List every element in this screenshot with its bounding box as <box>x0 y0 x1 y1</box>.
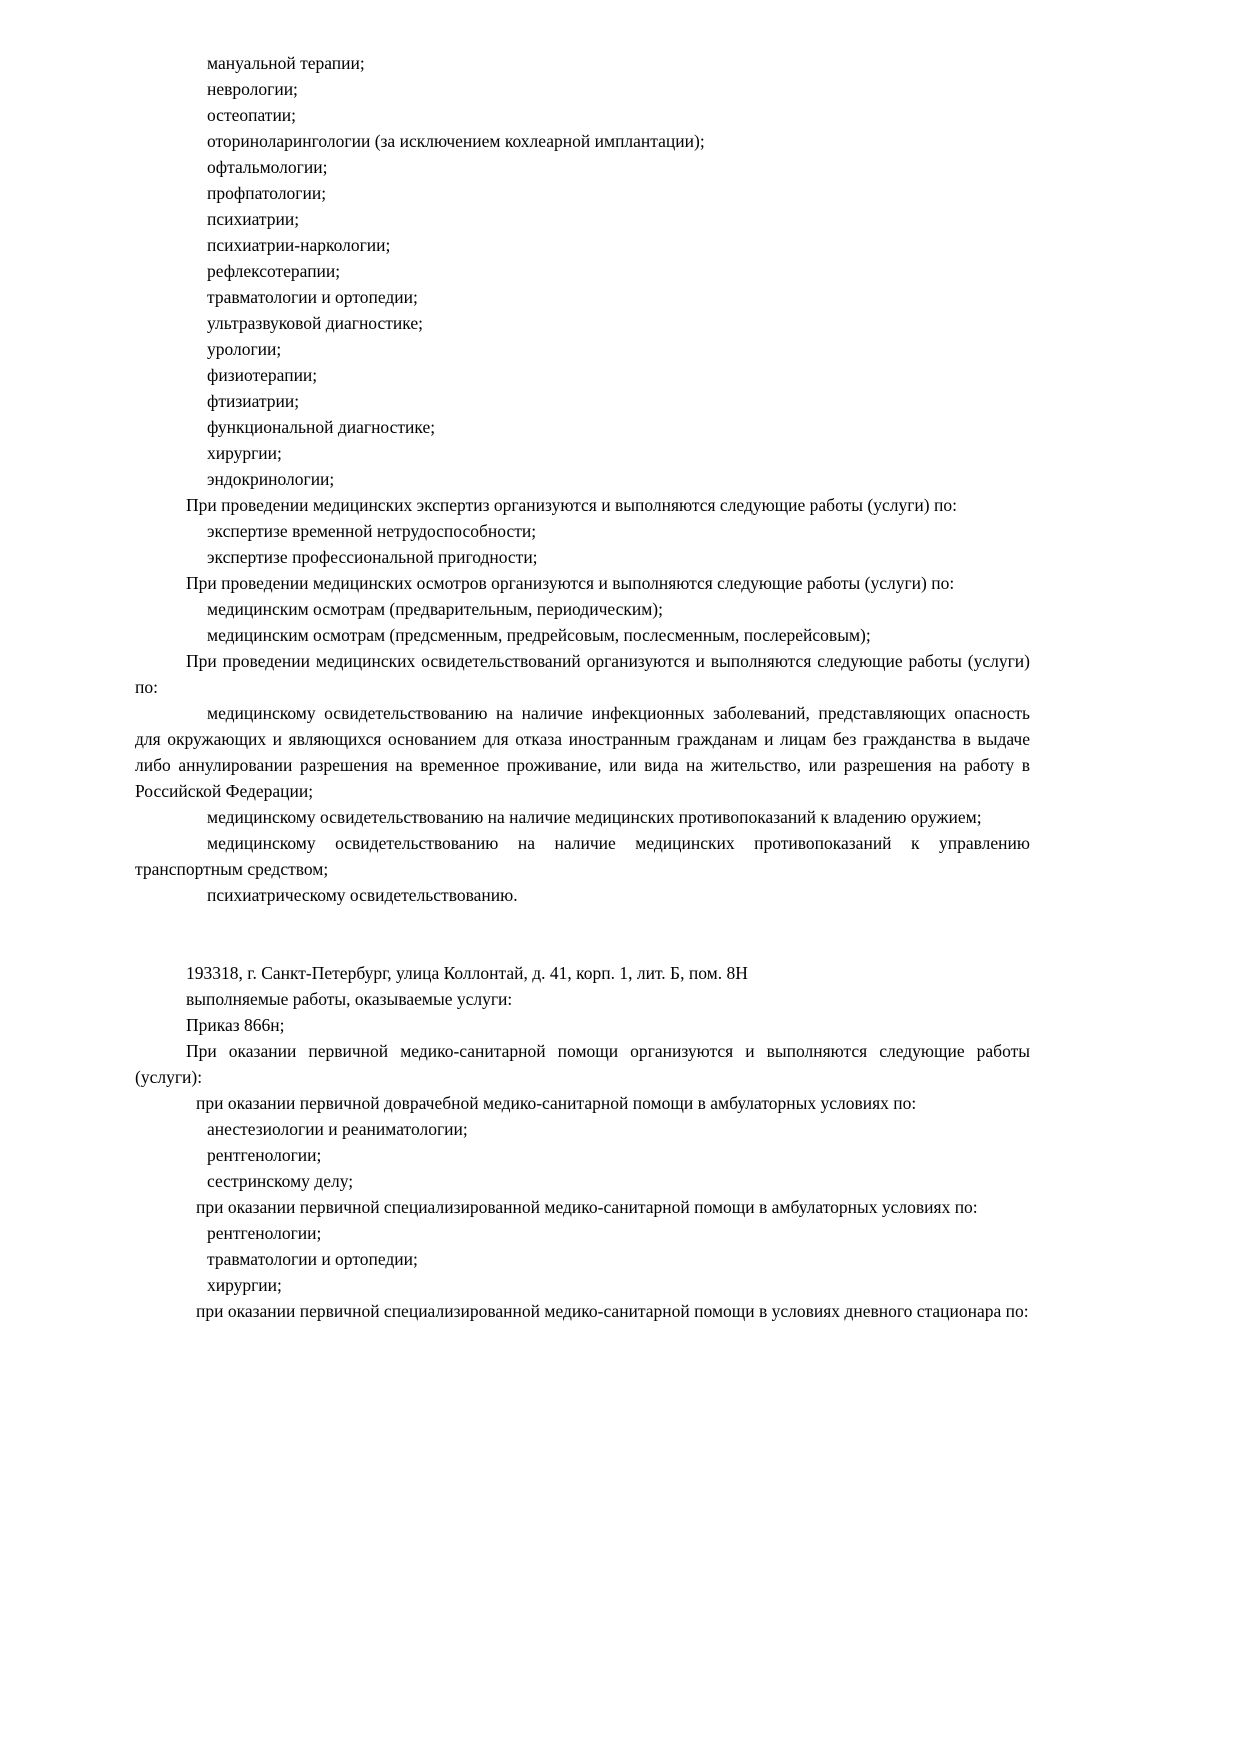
text-line: травматологии и ортопедии; <box>207 287 418 307</box>
text-line: При оказании первичной медико-санитарной помощи организуются и выполняются следующие работы (услуги): <box>135 1041 1030 1087</box>
text-line: при оказании первичной специализированной медико-санитарной помощи в условиях дневного стационара по: <box>196 1301 1029 1321</box>
text-line: рентгенологии; <box>207 1223 322 1243</box>
text-line: при оказании первичной специализированной медико-санитарной помощи в амбулаторных условиях по: <box>196 1197 978 1217</box>
text-line: медицинским осмотрам (предсменным, предрейсовым, послесменным, послерейсовым); <box>207 625 871 645</box>
text-line: медицинскому освидетельствованию на наличие медицинских противопоказаний к управлению транспортным средством; <box>135 833 1030 879</box>
blank-line <box>135 934 1030 960</box>
text-line: остеопатии; <box>207 105 297 125</box>
text-line: сестринскому делу; <box>207 1171 354 1191</box>
text-line: хирургии; <box>207 1275 282 1295</box>
text-line: 193318, г. Санкт-Петербург, улица Коллонтай, д. 41, корп. 1, лит. Б, пом. 8Н <box>186 963 748 983</box>
text-line: рефлексотерапии; <box>207 261 341 281</box>
text-line: функциональной диагностике; <box>207 417 436 437</box>
text-line: оториноларингологии (за исключением кохлеарной имплантации); <box>207 131 705 151</box>
text-line: Приказ 866н; <box>186 1015 285 1035</box>
text-line: при оказании первичной доврачебной медико-санитарной помощи в амбулаторных условиях по: <box>196 1093 917 1113</box>
text-line: мануальной терапии; <box>207 53 365 73</box>
text-line: При проведении медицинских осмотров организуются и выполняются следующие работы (услуги) по: <box>186 573 955 593</box>
text-line: медицинским осмотрам (предварительным, периодическим); <box>207 599 663 619</box>
text-line: хирургии; <box>207 443 282 463</box>
text-line: рентгенологии; <box>207 1145 322 1165</box>
text-line: При проведении медицинских освидетельствований организуются и выполняются следующие работы (услуги) по: <box>135 651 1030 697</box>
text-line: неврологии; <box>207 79 298 99</box>
text-line: выполняемые работы, оказываемые услуги: <box>186 989 513 1009</box>
text-line: ультразвуковой диагностике; <box>207 313 423 333</box>
text-line: физиотерапии; <box>207 365 318 385</box>
text-line: психиатрии; <box>207 209 300 229</box>
text-line: урологии; <box>207 339 282 359</box>
text-line: профпатологии; <box>207 183 327 203</box>
text-line: фтизиатрии; <box>207 391 300 411</box>
text-line: психиатрическому освидетельствованию. <box>207 885 518 905</box>
text-line: эндокринологии; <box>207 469 335 489</box>
text-line: экспертизе профессиональной пригодности; <box>207 547 538 567</box>
text-line: психиатрии-наркологии; <box>207 235 391 255</box>
text-line: травматологии и ортопедии; <box>207 1249 418 1269</box>
text-line: медицинскому освидетельствованию на наличие медицинских противопоказаний к владению оружием; <box>207 807 982 827</box>
text-line: офтальмологии; <box>207 157 328 177</box>
text-line: медицинскому освидетельствованию на наличие инфекционных заболеваний, представляющих опасность для окружающих и являющихся основанием для отказа иностранным гражданам и лицам без гражданства в выдаче либо аннулировании разрешения на временное проживание, или вида на жительство, или разрешения на работу в Российской Федерации; <box>135 703 1030 801</box>
text-line: анестезиологии и реаниматологии; <box>207 1119 468 1139</box>
text-line: экспертизе временной нетрудоспособности; <box>207 521 537 541</box>
text-line: При проведении медицинских экспертиз организуются и выполняются следующие работы (услуги) по: <box>186 495 957 515</box>
blank-line <box>135 908 1030 934</box>
